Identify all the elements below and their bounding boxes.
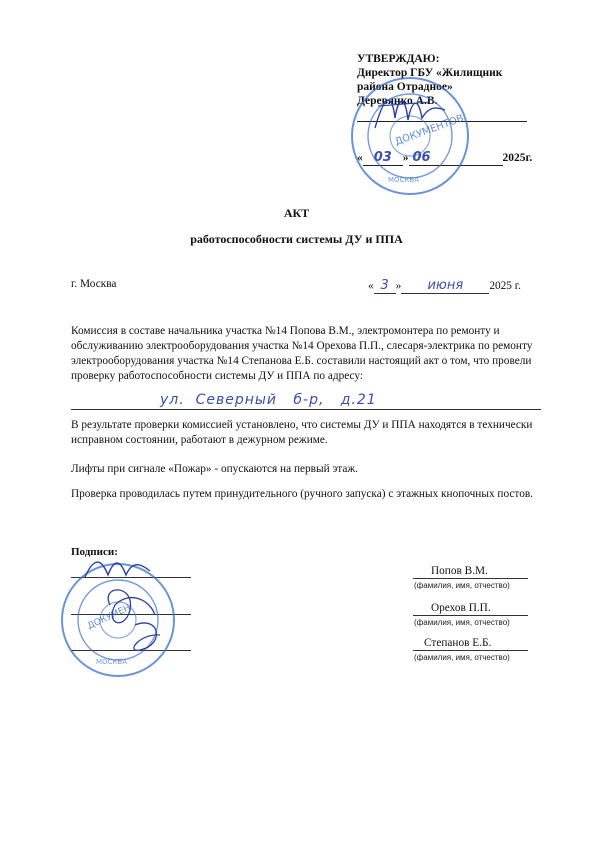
signature-hint-3: (фамилия, имя, отчество) <box>414 653 510 662</box>
approval-date-day: 03 <box>363 150 403 166</box>
paragraph-method: Проверка проводилась путем принудительного (ручного запуска) с этажных кнопочных постов. <box>71 488 534 500</box>
signature-hint-1: (фамилия, имя, отчество) <box>414 581 510 590</box>
svg-text:ДОКУМЕНТОВ: ДОКУМЕНТОВ <box>393 113 466 149</box>
doc-date-month: июня <box>401 278 489 294</box>
address-line <box>71 409 541 410</box>
page-title: АКТ <box>283 206 310 220</box>
approval-date-close: » <box>402 152 409 164</box>
approval-organization: района Отрадное» <box>357 81 453 93</box>
svg-text:МОСКВА: МОСКВА <box>96 658 127 666</box>
signature-name-2: Орехов П.П. <box>431 602 491 614</box>
commission-signatures <box>80 555 180 665</box>
approval-date-year: 2025г. <box>502 152 533 164</box>
signature-name-line-2 <box>413 615 528 616</box>
director-signature <box>370 88 450 138</box>
doc-date-close: » <box>395 280 402 292</box>
signature-name-line-3 <box>413 650 528 651</box>
paragraph-commission: Комиссия в составе начальника участка №14 Попова В.М., электромонтера по ремонту и обслуживанию электрооборудования участка №14 Орехова П.П., слесаря-электрика по ремонту электрооборудования участка №14 Степанова Е.Б. составили настоящий акт о том, что провели проверку работоспособности системы ДУ и ППА по адресу: <box>71 325 533 382</box>
signature-hint-2: (фамилия, имя, отчество) <box>414 618 510 627</box>
paragraph-lifts: Лифты при сигнале «Пожар» - опускаются на первый этаж. <box>71 463 359 475</box>
doc-date-open: « <box>368 280 374 292</box>
paragraph-result: В результате проверки комиссией установлено, что системы ДУ и ППА находятся в технически исправном состоянии, работают в дежурном режиме. <box>71 419 533 446</box>
approval-heading: УТВЕРЖДАЮ: <box>357 53 440 65</box>
doc-date-year: 2025 г. <box>489 280 521 292</box>
page-subtitle: работоспособности системы ДУ и ППА <box>190 232 403 246</box>
city: г. Москва <box>71 278 117 290</box>
signature-name-1: Попов В.М. <box>431 565 488 577</box>
doc-date-day: 3 <box>374 278 396 294</box>
approval-date-month: 06 <box>409 150 503 166</box>
svg-text:ДОКУМЕН: ДОКУМЕН <box>86 603 133 632</box>
approval-position: Директор ГБУ «Жилищник <box>357 67 503 79</box>
approval-date-open: « <box>357 152 363 164</box>
svg-text:МОСКВА: МОСКВА <box>388 176 419 184</box>
approval-name: Деревянко А.В. <box>357 95 438 107</box>
signatures-label: Подписи: <box>71 546 118 558</box>
signature-name-3: Степанов Е.Б. <box>424 637 492 649</box>
address-handwritten: ул. Северный б-р, д.21 <box>160 392 377 408</box>
document-date <box>368 278 521 294</box>
signature-name-line-1 <box>413 578 528 579</box>
